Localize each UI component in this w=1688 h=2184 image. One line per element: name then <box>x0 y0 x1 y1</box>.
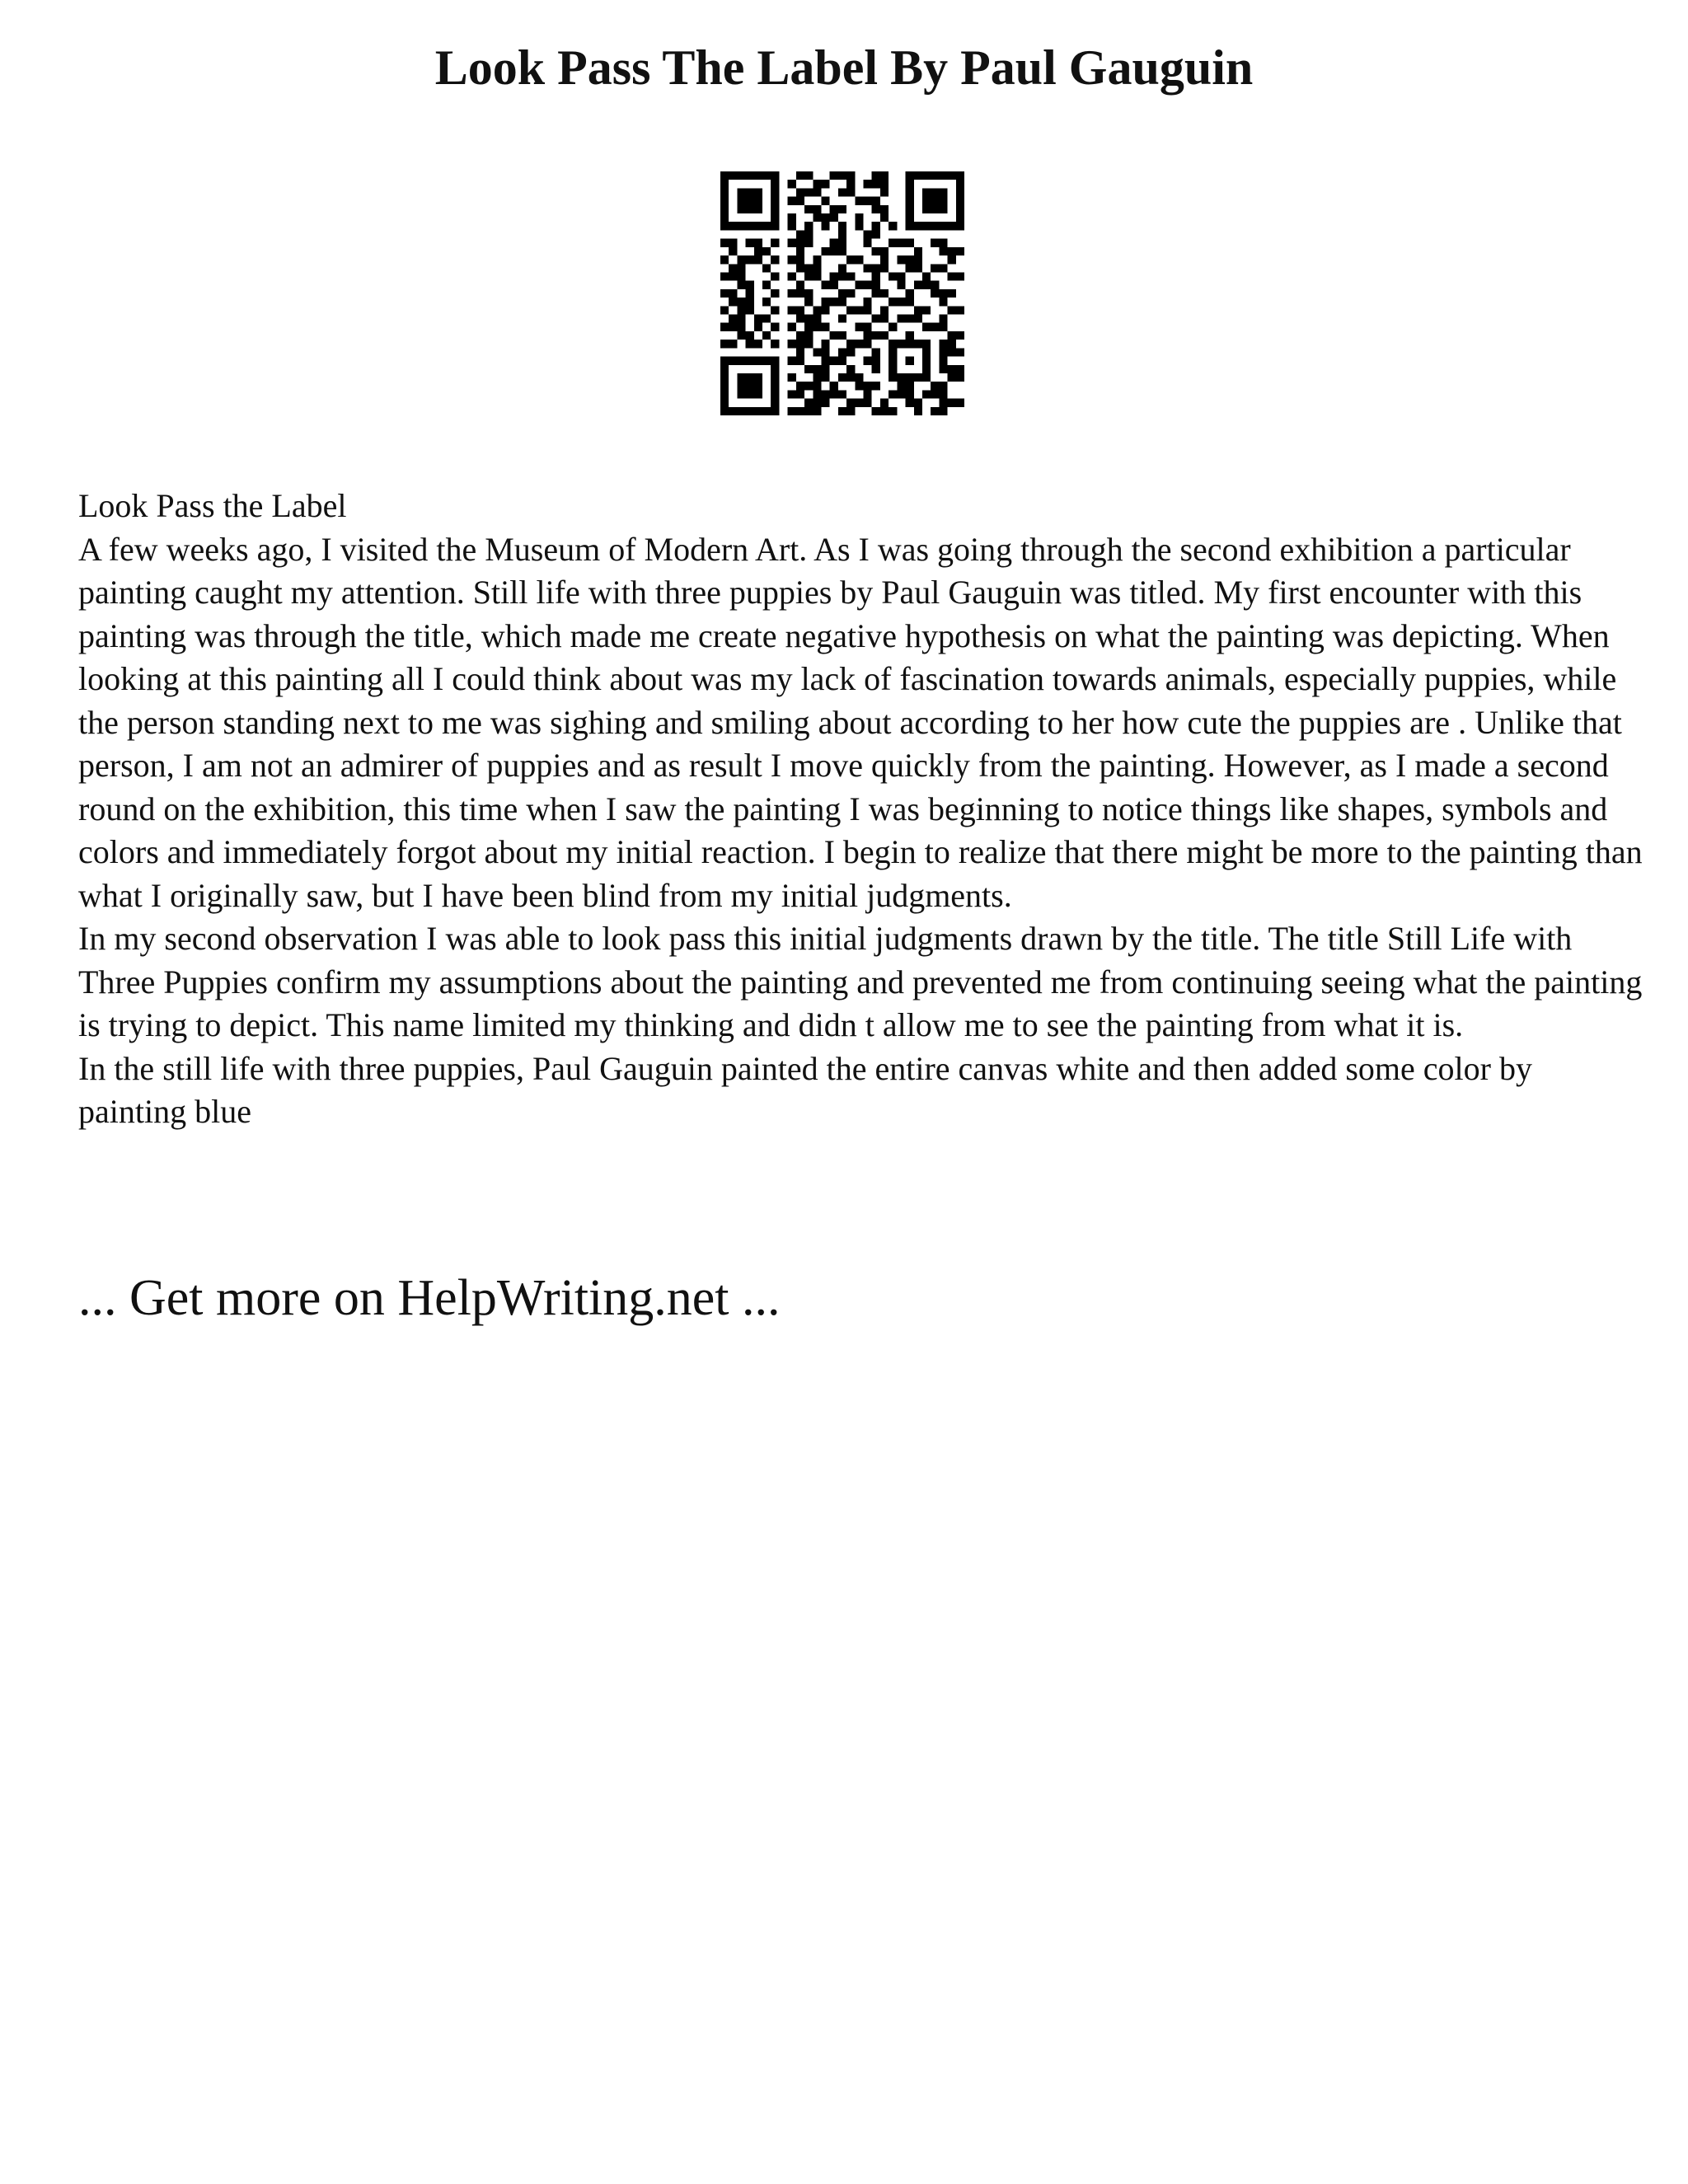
body-paragraph-heading: Look Pass the Label <box>78 487 347 524</box>
get-more-link[interactable]: ... Get more on HelpWriting.net ... <box>78 1270 781 1326</box>
body-paragraph: A few weeks ago, I visited the Museum of Modern Art. As I was going through the second exhibition a particular painting caught my attention. Still life with three puppies by Paul Gauguin was titled. My first encounter with this painting was through the title, which made me create negative hypothesis on what the painting was depicting. When looking at this painting all I could think about was my lack of fascination towards animals, especially puppies, while the person standing next to me was sighing and smiling about according to her how cute the puppies are . Unlike that person, I am not an admirer of puppies and as result I move quickly from the painting. However, as I made a second round on the exhibition, this time when I saw the painting I was beginning to notice things like shapes, symbols and colors and immediately forgot about my initial reaction. I begin to realize that there might be more to the painting than what I originally saw, but I have been blind from my initial judgments. <box>78 530 1643 914</box>
document-title: Look Pass The Label By Paul Gauguin <box>434 40 1254 95</box>
qr-code-icon <box>720 171 964 415</box>
body-paragraph: In the still life with three puppies, Paul Gauguin painted the entire canvas white and then added some color by painting blue <box>78 1049 1532 1130</box>
qr-code <box>720 171 964 415</box>
body-paragraph: In my second observation I was able to look pass this initial judgments drawn by the title. The title Still Life with Three Puppies confirm my assumptions about the painting and prevented me from continuing seeing what the painting is trying to depict. This name limited my thinking and didn t allow me to see the painting from what it is. <box>78 920 1643 1043</box>
document-body <box>78 485 1644 1134</box>
